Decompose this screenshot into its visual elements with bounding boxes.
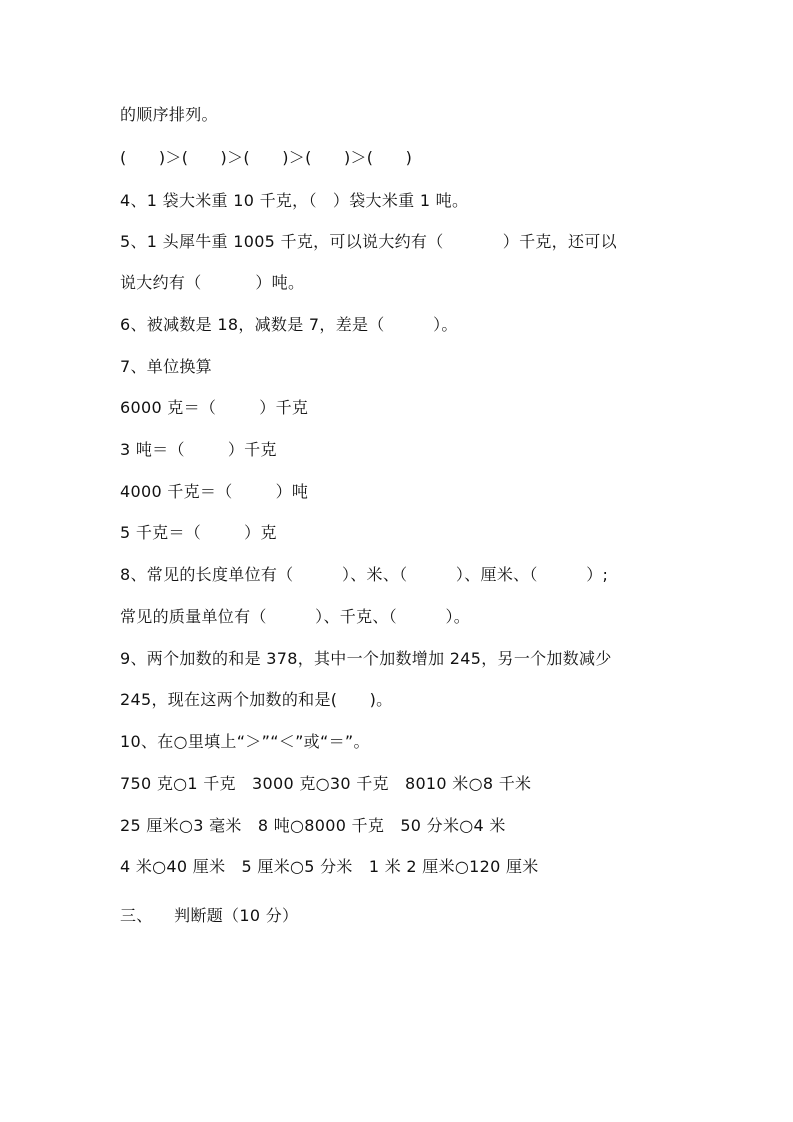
unit-conversion-2: 3 吨＝（ ）千克 — [120, 440, 277, 459]
question-5-line-1: 5、1 头犀牛重 1005 千克，可以说大约有（ ）千克，还可以 — [120, 232, 617, 251]
unit-conversion-4: 5 千克＝（ ）克 — [120, 523, 277, 542]
section-3-heading: 三、 判断题（10 分） — [120, 906, 299, 925]
question-5-line-2: 说大约有（ ）吨。 — [120, 273, 305, 292]
comparison-row-2: 25 厘米○3 毫米 8 吨○8000 千克 50 分米○4 米 — [120, 816, 506, 835]
unit-conversion-3: 4000 千克＝（ ）吨 — [120, 482, 309, 501]
text-line-order-blanks: ( )＞( )＞( )＞( )＞( ) — [120, 148, 413, 167]
comparison-row-1: 750 克○1 千克 3000 克○30 千克 8010 米○8 千米 — [120, 774, 532, 793]
comparison-row-3: 4 米○40 厘米 5 厘米○5 分米 1 米 2 厘米○120 厘米 — [120, 857, 539, 876]
question-8-line-2: 常见的质量单位有（ ）、千克、（ ）。 — [120, 607, 471, 626]
question-7-title: 7、单位换算 — [120, 357, 212, 376]
question-8-line-1: 8、常见的长度单位有（ ）、米、（ ）、厘米、（ ）; — [120, 565, 609, 584]
question-6: 6、被减数是 18，减数是 7，差是（ ）。 — [120, 315, 458, 334]
question-9-line-2: 245，现在这两个加数的和是( )。 — [120, 690, 393, 709]
question-10-title: 10、在○里填上“＞”“＜”或“＝”。 — [120, 732, 370, 751]
question-4: 4、1 袋大米重 10 千克，（ ）袋大米重 1 吨。 — [120, 191, 469, 210]
text-line-order-instruction: 的顺序排列。 — [120, 105, 218, 124]
unit-conversion-1: 6000 克＝（ ）千克 — [120, 398, 309, 417]
question-9-line-1: 9、两个加数的和是 378，其中一个加数增加 245，另一个加数减少 — [120, 649, 612, 668]
